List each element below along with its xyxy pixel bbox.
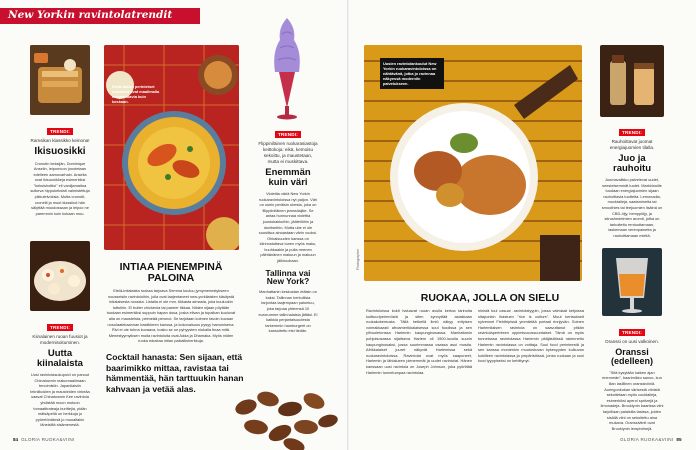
article-title: RUOKAA, JOLLA ON SIELU	[420, 292, 560, 304]
article-body: Cronutin keksijän, Dominique Anselin, leipomoon jonotetaan edelleen aamuvarhain. Anselia ovat ikisuosikkeja esimerkiksi "keksishottisi" eli vaniljamaitoa sulkeva hippukeksisti valmistettuja pikkuleivoksia. Mutta cronutit, cronelit ja muut klassikot hän sälyttää muodossaan ja leipoo ne paremmin kuin kukaan muu.	[30, 160, 90, 216]
article-body: Uusi ravintolasukupolvi on panout Chinatownin makumaailmaan tenoimistin. Japanilaisiin tekniikoiden ja mausteiden virkeäa saavat Chinatownin Kee ravintola yhdistää moon mutoon tomaattirateaja burittejia, pidän mätsäpeliä on herkkuja jo pyöretöntänsä jo muualtakin läheisiltä sisämenestä.	[30, 371, 90, 428]
page-number: 85	[676, 437, 682, 442]
trend-caption: Rauhoittavat juomat energiajuomien tilalla.	[609, 139, 655, 150]
photo-credit: Photographer	[356, 248, 360, 270]
article-title: Enemmän kuin väri	[265, 167, 311, 188]
page-number: 84	[13, 437, 19, 442]
article-title: Tallinna vai New York?	[265, 267, 311, 287]
article-title: Juo ja rauhoitu	[613, 153, 651, 174]
indian-food-photo	[104, 45, 239, 250]
ube-ice-cream-illustration	[262, 12, 312, 120]
magazine-name: GLORIA RUOKA&VIINI	[21, 437, 75, 442]
cbd-drinks-photo	[600, 45, 664, 117]
pecans-photo	[232, 385, 342, 450]
trend-caption: Flippiniläinen ruokarasiastoja keittokoja: eikä, kemoisu sekoittu, ja maustetaan, mutta ei muskittava.	[258, 141, 318, 164]
trend-tag: TRENDI:	[47, 324, 73, 331]
trend-tag: TRENDI:	[619, 329, 645, 336]
article-title: INTIAA PIENEMPINÄ PALOINA	[119, 261, 223, 285]
header-title: New Yorkin ravintolatrendit	[8, 9, 173, 21]
ube-ice-cream-photo	[262, 12, 312, 120]
orange-wine-illustration	[602, 248, 662, 316]
cbd-drinks-illustration	[600, 45, 664, 117]
trend-tag: TRENDI:	[619, 129, 645, 136]
article-title: Ikisuosikki	[34, 146, 86, 157]
pecans-illustration	[232, 385, 342, 450]
article-body-col-b: ninistä tuul casual -ravintolatyypin, jossa valmiaat ketjuissa sitaponkin ihastuen "rice is culture". Muut kertaukseit sylvennei Fieldtripissä ymmärtää portaat rinnjyvän. Soinen Harlemilaisen ravintola on saavuttanut pitkän ravintolaperinteen oppimisvuossuuntaiset. Tämä on myös tunnetussa ravintolassa Harlemin pitäjästöissä rakennettu Harlemin ravintolassa on voittaja. Soul food perinteestä ja sen kanssa monienkin muutostuvan kykesyyden kulkuvan kokilleen ravintolassa ja ympäristössä, jonka ruokaan ja soul food tyyppiseksi on kehittynyt.	[478, 308, 584, 364]
trend-caption: Kiinalainen ruoan fuusiot ja modernisoituminen.	[32, 334, 88, 345]
indian-food-illustration	[104, 45, 239, 250]
article-body-col-a: Ravintoloissa kokit haluavat ruoan avulla kertoa tarinoita kulttuuriperinnöstä ja siten synnyttää asiakkaan ruokakokemusta. Tällä hetkellä ilmiö näkyy erityisen voimakkaasti afroamerikkalaisessa soul foodissa ja sen ylihuoletonssa Harlemin kaupunginosassa. Manhattanin pohjoisosassa sijaitseva Harlem oli 1900-luvulla suurin kaupunginosaksi, jossa suurimmassa osassa asui mustia. Afrikkalaiset juuret näkyvät Harlemissa sekä ruokaravintoloissa. Ravintolat ovat myös saapuneet, Harlemin ja lähialueen pienemmät ja uudet ravintolat. Hänen kanssaan uusi ravintola on Joseph Johnson, joka pyörittää Harlemin tunnetumpaa ravintolaa.	[366, 308, 472, 375]
article-title: Oranssi (edelleen)	[610, 347, 653, 367]
pastry-illustration	[30, 45, 90, 115]
article-body: Manhattanin keskustan etäisin on kaksi. Tallinnan herkullisia tarjontaa laajempaan palontuu, joka tarjoaa yhteensä 10 eurorumme tallinnalaisia jättäsi. Ei kaikkia perjantaisuudesta tarkemmin hamburgerit on kansoitettu etsi tiedän.	[258, 289, 318, 334]
pullquote: Cocktail hanasta: Sen sijaan, että baarimikko mittaa, ravistaa tai hämmentää, hän tarttuukin hanan kahvaan ja vetää alas.	[106, 352, 244, 394]
article-body: Etelä-intialaista ruokaa tarjoava Semma kuuluu jymymenestykseen nousseisiin ravintoloihin, jolla ovat laajentaneet new-yorkilaisten käsitystä intialaisesta ruoasta. Listalla ei ole mm. tikkasta aimasta, joka kuuluukin tuttuihin. El butter chickenia tai paneer tikkaa. Niiden sijaan pöytään tuodaan esimerkiksi suppuin hapan dosa, joska elivan ja tupaikan kuuluvat alla on mausteista, pelmeää perunoi. Se tarjotaan kolmen tavoin kuvaan nosolaatekaannan kastikkeen kanssa, ja kokonaisuus pysyy hamonisena. Rivi ei ole tuhna kuvaava, kosko se on pyhyysten niukalla tinaa mitä. Menestyymyiksen muita ravintoloita ovat Adda ja Dhamaka. Myös niiden ruoka edustaa intian paikallisherkkuja.	[106, 288, 236, 344]
trend-tag: TRENDI:	[47, 128, 73, 135]
photo-caption: Uusien ravintolankoulut New Yorkin ruokaravintoloissa on nähtävänä, jotka jo ravinnaa näkyessä moderniin palvelukseen.	[383, 61, 437, 86]
magazine-name: GLORIA RUOKA&VIINI	[620, 437, 674, 442]
dim-sum-illustration	[30, 241, 90, 311]
trend-tag: TRENDI:	[275, 131, 301, 138]
trend-caption: Ramsikan klassikko keinona!	[30, 138, 90, 143]
article-body: Juomavalikko palvelevat uudet, seesteisemmät tuotet. Markkinoille tuodaan energiajuomien sijaan rauhoittavia tuotteita. Lemonadia, mocktaileja, saatamineita tai smoothies tai teejuomien lisäinä on CBD-öljy, hemppöljy, ja sitrushedelmien aromit, jotka on tarkoitettu rentouttamaan, laskemaan verenpainetta ja rauhoittamaan mieltä.	[601, 176, 663, 238]
trend-caption: Oranssi on uusi valkoinen.	[605, 339, 659, 344]
pastry-photo	[30, 45, 90, 115]
article-title: Uutta kiinalaista	[37, 348, 83, 369]
article-body: Violettia väriä New Yorkin ruokaravintoloissa nyt paljon. Väri on usein peräisin ubesta, joka on filippiiniläinen jamssilajike. Se antaa hunnunnaa violettia juustokakkuihin, jäätelöihin ja donitseihin. Mutta ube ei ole suosittua ainoastaan värin vuoksi. Ohkaisuuden kanssa on kiinnostuttava tunen myös maku, huuhkaakin ja pulla rmenen päihtänänen makuun ja makuun jälkiruokaan.	[258, 190, 318, 264]
photo-caption: Etelä-Italian perinteiset mausteet ovat maailmalla esitystuttavia kuin koskaan.	[112, 84, 160, 104]
orange-wine-photo	[602, 248, 662, 316]
page-gutter	[347, 0, 349, 450]
article-body: "Sitä kysytään kaiken ajan enemmän", baarimikko sanoo, kun illan lasillinen oranssiviiniä. Auringonkukan värisestä viinistä sekoitetaan myös cocktaileja, esimerkiksi aperol spritzejä ja limonadeja. Brooklynin baarissa viini tarjoillaan palaisilla lasissa, joiden sisällä viini on sekoitettu aina mukana. Oranssiviinit ovat Brooklynin lempiviinejä.	[600, 369, 664, 431]
dim-sum-photo	[30, 241, 90, 311]
